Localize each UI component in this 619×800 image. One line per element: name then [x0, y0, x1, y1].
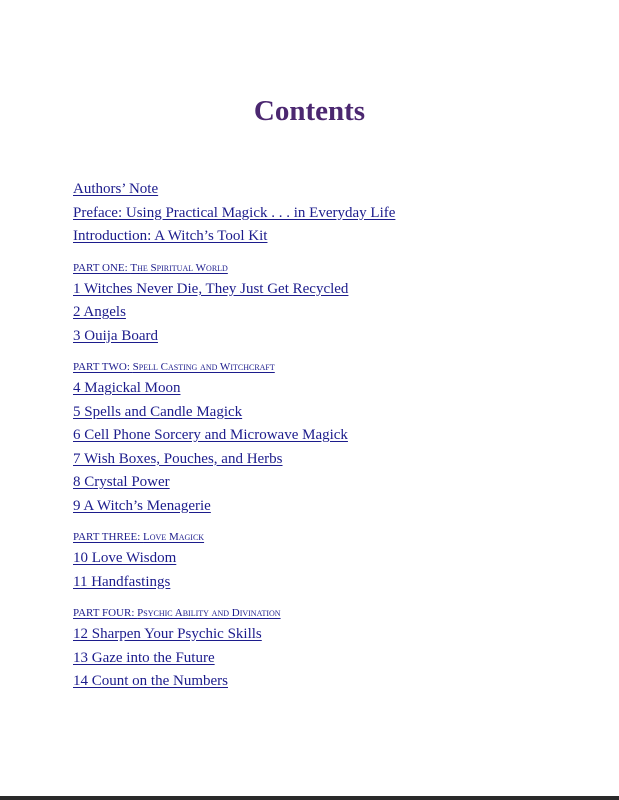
- toc-link-preface[interactable]: Preface: Using Practical Magick . . . in Everyday Life: [73, 204, 396, 221]
- toc-link-chapter-10[interactable]: 10 Love Wisdom: [73, 550, 177, 566]
- toc-link-introduction[interactable]: Introduction: A Witch’s Tool Kit: [73, 228, 268, 244]
- part-heading-three[interactable]: [73, 530, 593, 544]
- toc-link-chapter-1[interactable]: 1 Witches Never Die, They Just Get Recycled: [73, 280, 349, 297]
- part-name: The Spiritual World: [130, 261, 228, 274]
- toc-link-chapter-6[interactable]: 6 Cell Phone Sorcery and Microwave Magick: [73, 427, 348, 443]
- toc-link-authors-note[interactable]: Authors’ Note: [73, 181, 159, 197]
- toc-link-chapter-2[interactable]: 2 Angels: [73, 304, 126, 320]
- toc-link-chapter-14[interactable]: 14 Count on the Numbers: [73, 673, 228, 689]
- toc-link-chapter-7[interactable]: 7 Wish Boxes, Pouches, and Herbs: [73, 450, 283, 467]
- part-label: PART TWO:: [73, 361, 133, 373]
- part-name: Psychic Ability and Divination: [137, 607, 281, 619]
- part-heading-four[interactable]: [73, 606, 593, 620]
- part-heading-two[interactable]: [73, 360, 593, 374]
- part-name: Love Magick: [143, 531, 205, 543]
- table-of-contents: [73, 178, 593, 694]
- toc-link-chapter-4[interactable]: 4 Magickal Moon: [73, 380, 181, 396]
- toc-link-chapter-8[interactable]: 8 Crystal Power: [73, 474, 170, 490]
- part-heading-one[interactable]: [73, 261, 593, 275]
- page-title: Contents: [253, 95, 366, 127]
- toc-link-chapter-5[interactable]: 5 Spells and Candle Magick: [73, 403, 243, 420]
- toc-link-chapter-13[interactable]: 13 Gaze into the Future: [73, 649, 215, 666]
- toc-link-chapter-3[interactable]: 3 Ouija Board: [73, 327, 158, 344]
- toc-link-chapter-12[interactable]: 12 Sharpen Your Psychic Skills: [73, 626, 262, 642]
- part-label: PART ONE:: [73, 261, 131, 274]
- part-name: Spell Casting and Witchcraft: [132, 361, 275, 373]
- part-label: PART FOUR:: [73, 607, 138, 619]
- toc-link-chapter-11[interactable]: 11 Handfastings: [73, 573, 171, 590]
- part-label: PART THREE:: [73, 531, 144, 543]
- toc-link-chapter-9[interactable]: 9 A Witch’s Menagerie: [73, 497, 211, 514]
- page-bottom-divider: [0, 796, 619, 800]
